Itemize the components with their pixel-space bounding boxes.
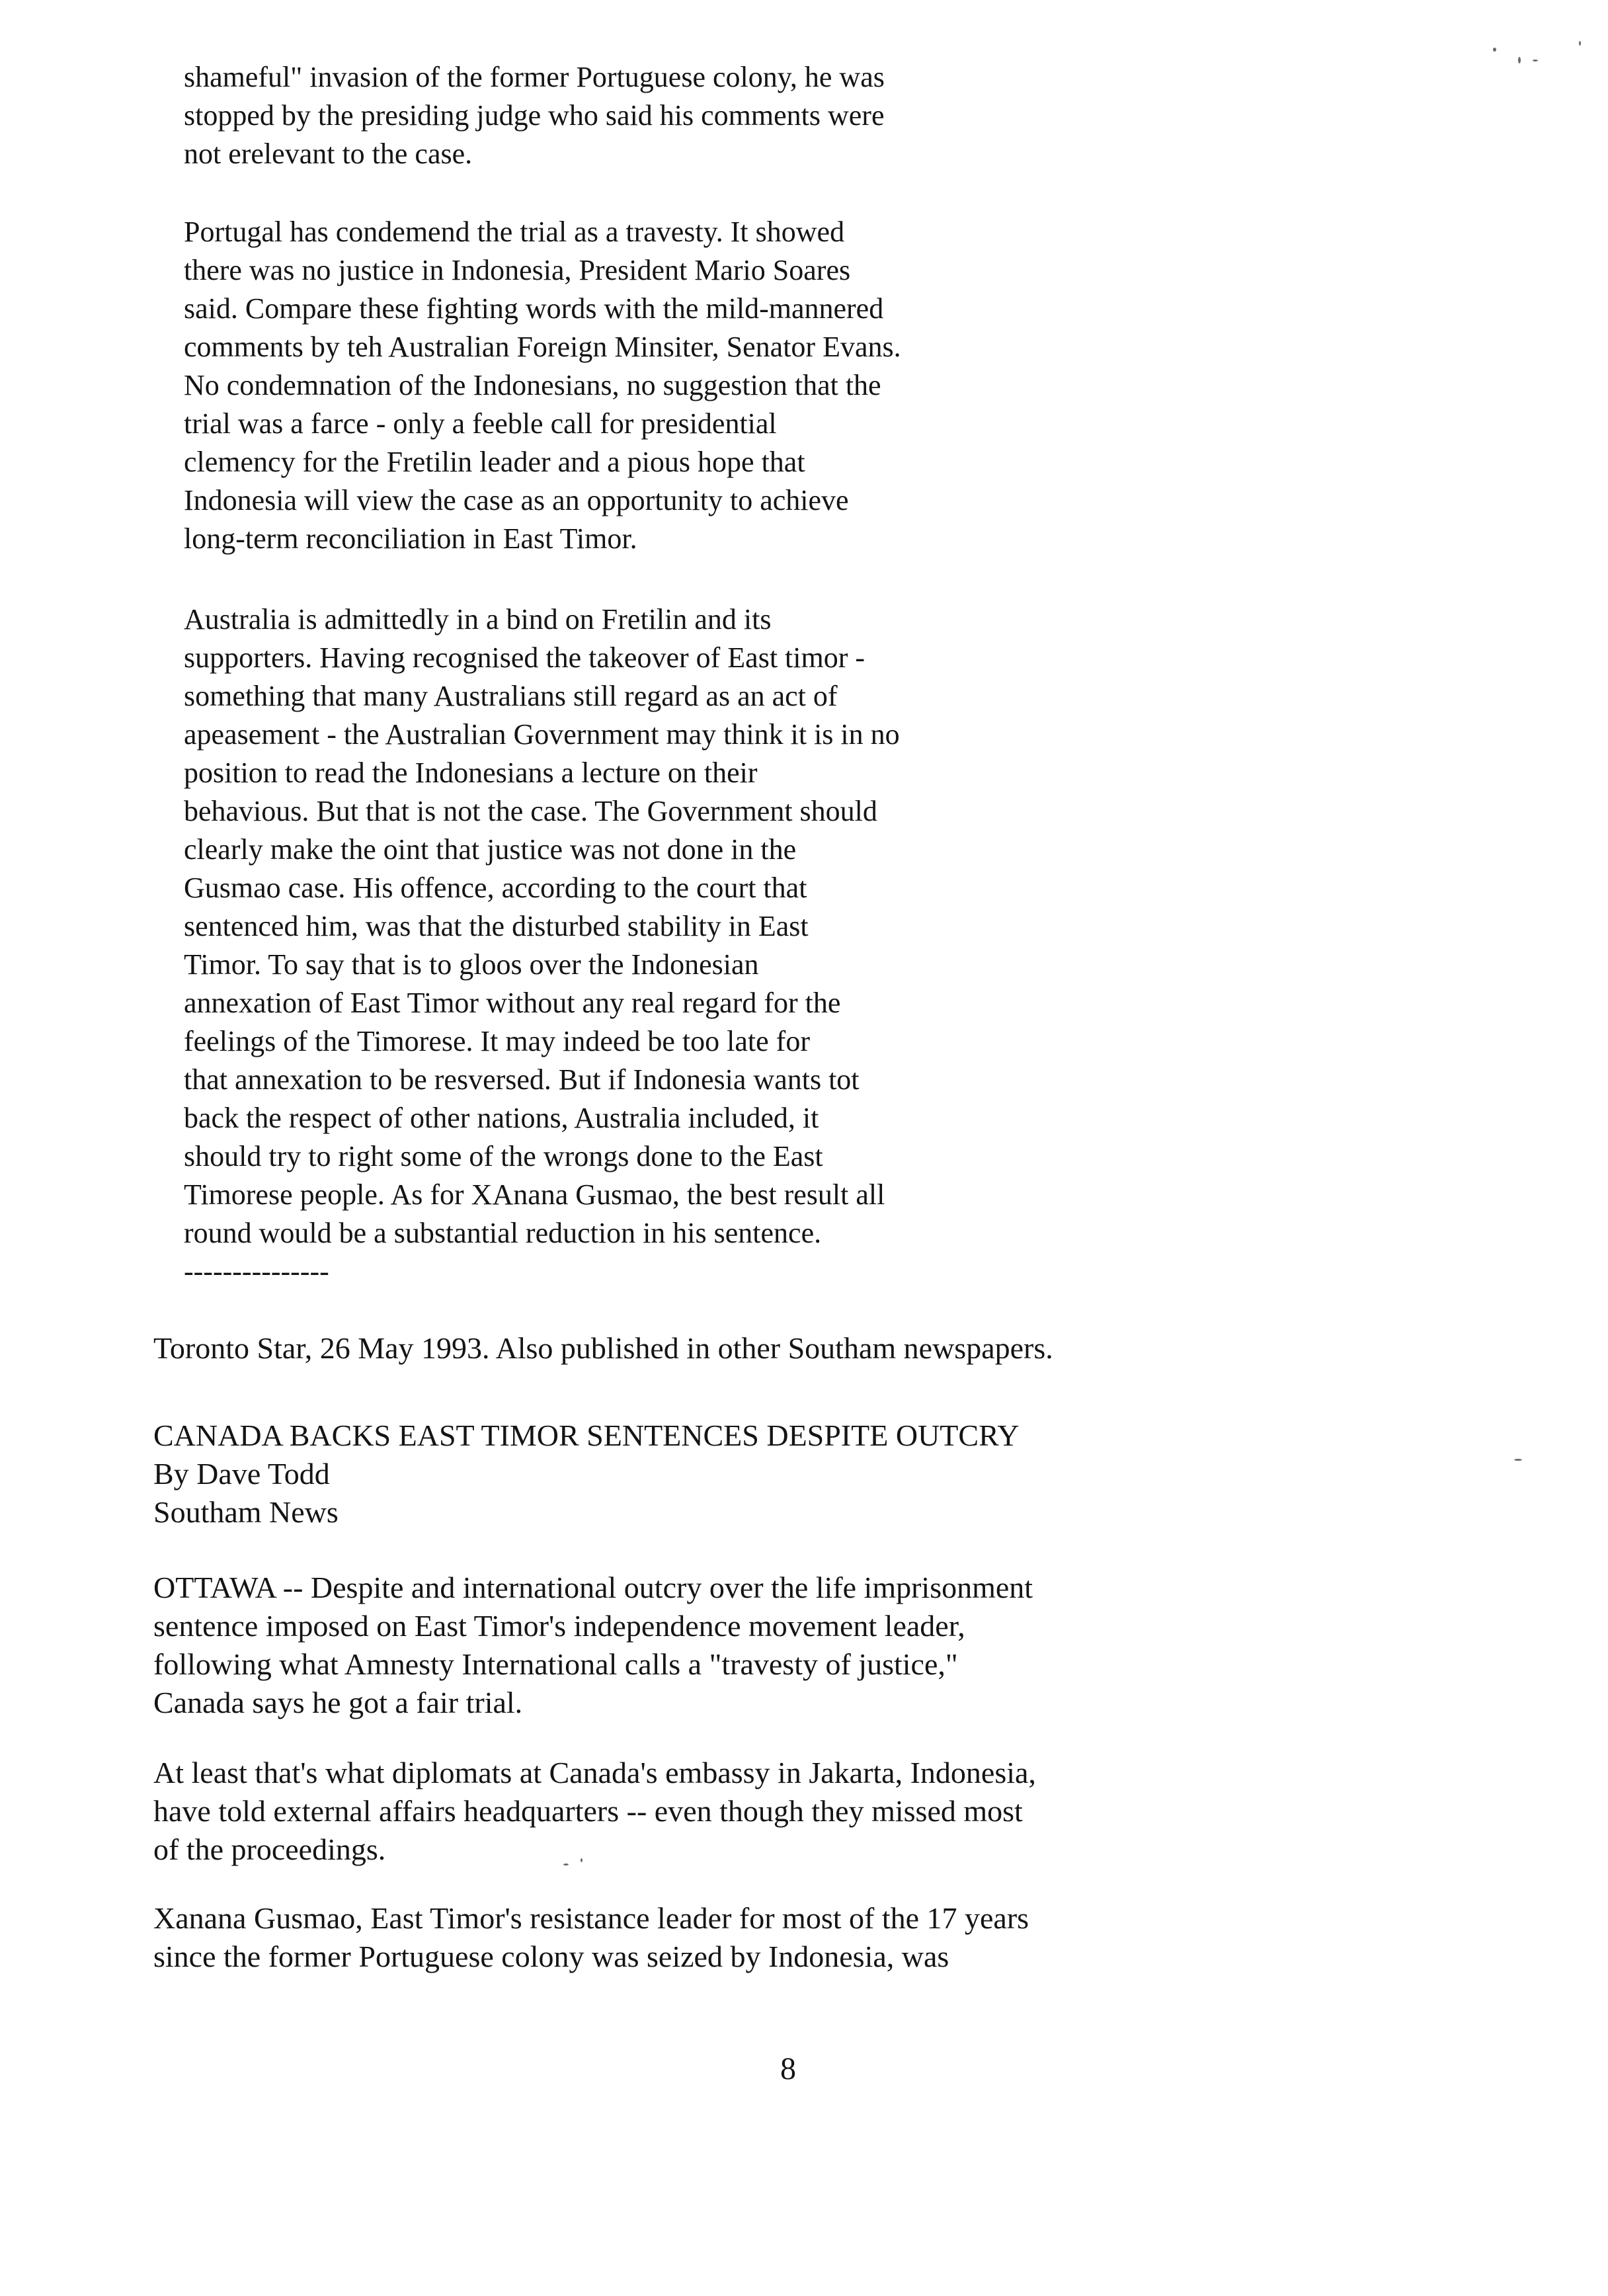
- text-line: Indonesia will view the case as an opportunity to achieve: [184, 484, 849, 516]
- text-line: should try to right some of the wrongs done to the East: [184, 1140, 823, 1172]
- text-line: No condemnation of the Indonesians, no suggestion that the: [184, 369, 881, 401]
- article-headline-block: [153, 1416, 1019, 1532]
- text-line: Canada says he got a fair trial.: [153, 1686, 523, 1719]
- text-line: following what Amnesty International calls a "travesty of justice,": [153, 1647, 958, 1681]
- scan-speck: [1514, 1459, 1522, 1461]
- paragraph-portugal-condemns: [184, 213, 901, 558]
- text-line: sentenced him, was that the disturbed stability in East: [184, 910, 809, 942]
- page-number: 8: [780, 2051, 796, 2086]
- text-line: Toronto Star, 26 May 1993. Also published in other Southam newspapers.: [153, 1331, 1053, 1365]
- text-line: position to read the Indonesians a lecture on their: [184, 757, 758, 789]
- text-line: At least that's what diplomats at Canada's embassy in Jakarta, Indonesia,: [153, 1756, 1036, 1789]
- scan-speck: [581, 1858, 583, 1862]
- text-line: comments by teh Australian Foreign Minsiter, Senator Evans.: [184, 331, 901, 363]
- text-line: Xanana Gusmao, East Timor's resistance leader for most of the 17 years: [153, 1901, 1029, 1935]
- scan-speck: [1518, 57, 1521, 63]
- byline: By Dave Todd: [153, 1457, 330, 1491]
- text-line: OTTAWA -- Despite and international outcry over the life imprisonment: [153, 1571, 1033, 1604]
- separator-dashes: ---------------: [184, 1255, 329, 1288]
- text-line: Portugal has condemend the trial as a travesty. It showed: [184, 216, 845, 248]
- text-line: shameful" invasion of the former Portuguese colony, he was: [184, 61, 885, 93]
- text-line: behavious. But that is not the case. The Government should: [184, 795, 877, 827]
- paragraph-xanana: [153, 1899, 1029, 1976]
- text-line: something that many Australians still regard as an act of: [184, 680, 838, 712]
- text-line: annexation of East Timor without any real regard for the: [184, 987, 841, 1019]
- text-line: of the proceedings.: [153, 1832, 386, 1866]
- text-line: have told external affairs headquarters -- even though they missed most: [153, 1794, 1023, 1828]
- text-line: round would be a substantial reduction in his sentence.: [184, 1217, 822, 1249]
- text-line: there was no justice in Indonesia, President Mario Soares: [184, 254, 851, 286]
- text-line: clearly make the oint that justice was not done in the: [184, 833, 797, 866]
- text-line: trial was a farce - only a feeble call for presidential: [184, 407, 777, 440]
- headline: CANADA BACKS EAST TIMOR SENTENCES DESPITE OUTCRY: [153, 1418, 1020, 1452]
- text-line: said. Compare these fighting words with the mild-mannered: [184, 292, 884, 325]
- text-line: Gusmao case. His offence, according to the court that: [184, 872, 807, 904]
- text-line: not erelevant to the case.: [184, 138, 473, 170]
- scan-speck: [1579, 41, 1581, 46]
- source-line: [153, 1329, 1053, 1368]
- scan-speck: [1493, 48, 1496, 52]
- text-line: feelings of the Timorese. It may indeed be too late for: [184, 1025, 810, 1057]
- paragraph-australia-bind: [184, 600, 900, 1291]
- text-line: sentence imposed on East Timor's independence movement leader,: [153, 1609, 965, 1643]
- text-line: Timor. To say that is to gloos over the Indonesian: [184, 948, 759, 981]
- text-line: supporters. Having recognised the takeover of East timor -: [184, 641, 865, 674]
- text-line: Timorese people. As for XAnana Gusmao, the best result all: [184, 1178, 885, 1211]
- paragraph-diplomats: [153, 1754, 1036, 1869]
- text-line: that annexation to be resversed. But if Indonesia wants tot: [184, 1063, 860, 1096]
- text-line: stopped by the presiding judge who said his comments were: [184, 99, 885, 132]
- text-line: Australia is admittedly in a bind on Fretilin and its: [184, 603, 772, 636]
- text-line: back the respect of other nations, Australia included, it: [184, 1102, 819, 1134]
- paragraph-ottawa: [153, 1569, 1033, 1722]
- byline-source: Southam News: [153, 1495, 339, 1529]
- scan-speck: [1533, 60, 1538, 62]
- scan-speck: [563, 1864, 569, 1866]
- text-line: long-term reconciliation in East Timor.: [184, 522, 637, 555]
- text-line: clemency for the Fretilin leader and a pious hope that: [184, 446, 805, 478]
- text-line: since the former Portuguese colony was seized by Indonesia, was: [153, 1940, 949, 1973]
- text-line: apeasement - the Australian Government may think it is in no: [184, 718, 900, 751]
- paragraph-trial-judge: [184, 58, 885, 173]
